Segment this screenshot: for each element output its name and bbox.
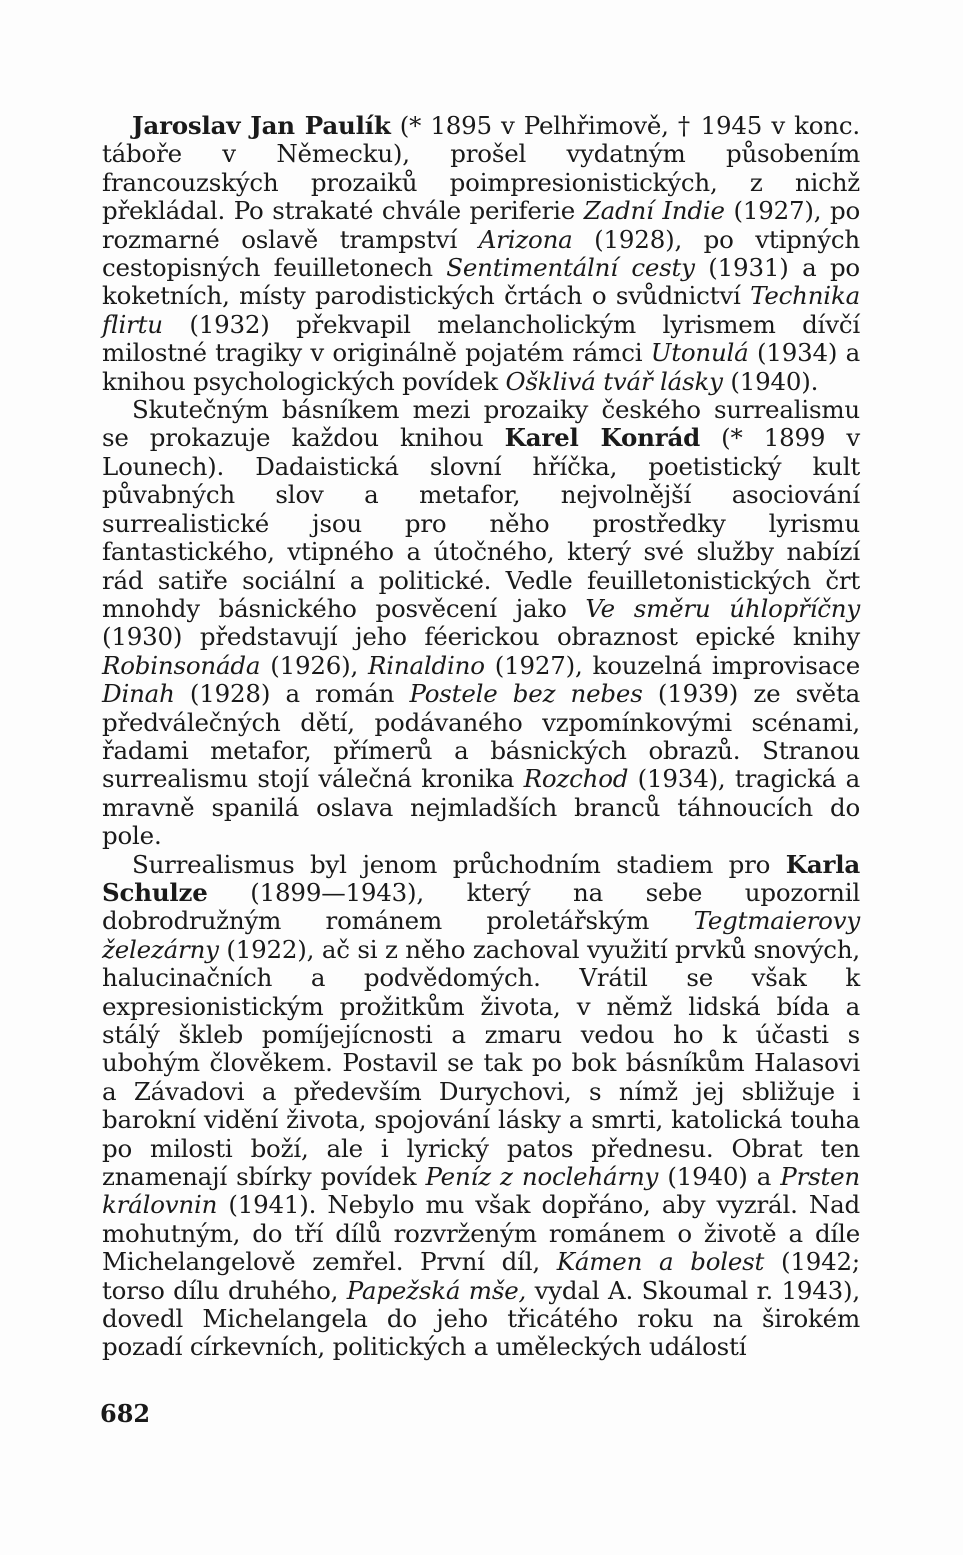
work-title: Sentimentální cesty — [446, 253, 695, 283]
text-run: (1927), kouzelná improvisace — [484, 650, 860, 680]
work-title: Tegtmaierovy železárny — [102, 906, 860, 964]
work-title: Prsten královnin — [102, 1162, 860, 1220]
author-name: Jaroslav Jan Paulík — [132, 111, 391, 140]
text-run: (1928), po vtipných cestopisných feuilletonech — [102, 224, 860, 283]
work-title: Papežská mše, — [346, 1275, 527, 1305]
work-title: Arizona — [478, 224, 573, 254]
text-run: (1934), tragická a mravně spanilá oslava nejmladších branců táhnoucích do pole. — [102, 764, 860, 851]
text-run: (1939) ze světa předválečných dětí, podávaného vzpomínkovými scénami, řadami metafor, přímerů a básnických obrazů. Stranou surrealismu stojí válečná kronika — [102, 679, 861, 794]
paragraph-paulik — [102, 112, 860, 396]
text-run: (1940) a — [658, 1162, 781, 1192]
work-title: Zadní Indie — [583, 196, 725, 226]
work-title: Dinah — [102, 679, 175, 709]
page-number: 682 — [100, 1399, 151, 1428]
work-title: Rinaldino — [368, 650, 485, 680]
text-run: (1934) a knihou psychologických povídek — [102, 338, 860, 396]
text-run: (1928) a román — [174, 679, 410, 709]
paragraph-konrad — [102, 396, 860, 851]
text-run: (1940). — [722, 366, 819, 396]
text-run: (1941). Nebylo mu však dopřáno, aby vyzrál. Nad mohutným, do tří dílů rozvrženým románem o životě a díle Michelangelově zemřel. První díl, — [102, 1190, 860, 1277]
text-run: (1930) představují jeho féerickou obraznost epické knihy — [102, 622, 860, 652]
paragraph-schulz — [102, 851, 860, 1362]
work-title: Peníz z noclehárny — [425, 1162, 659, 1192]
work-title: Robinsonáda — [102, 650, 261, 680]
text-run: (* 1899 v Lounech). Dadaistická slovní hříčka, poetistický kult půvabných slov a metafor, nejvolnější asociování surrealistické jsou pro něho prostředky lyrismu fantastického, vtipného a útočného, který své služby nabízí rád satiře sociální a politické. Vedle feuilletonistických črt mnohdy básnického posvěcení jako — [102, 423, 860, 623]
text-run: (* 1895 v Pelhřimově, † 1945 v konc. táboře v Německu), prošel vydatným působením francouzských prozaiků poimpresionistických, z nichž překládal. Po strakaté chvále periferie — [102, 111, 860, 226]
work-title: Kámen a bolest — [556, 1247, 765, 1277]
text-run: vydal A. Skoumal r. 1943), dovedl Michelangela do jeho třicátého roku na širokém pozadí církevních, politických a uměleckých událostí — [102, 1275, 860, 1362]
text-run: (1942; torso dílu druhého, — [102, 1247, 860, 1305]
author-name: Karel Konrád — [504, 423, 701, 453]
work-title: Ve směru úhlopříčny — [585, 593, 861, 623]
text-run: (1926), — [260, 650, 369, 680]
work-title: Ošklivá tvář lásky — [505, 366, 723, 396]
work-title: Technika flirtu — [102, 281, 860, 339]
text-run: Skutečným básníkem mezi prozaiky českého surrealismu se prokazuje každou knihou — [102, 395, 860, 453]
work-title: Postele bez nebes — [409, 679, 643, 709]
author-name: Karla Schulze — [102, 849, 860, 907]
text-run: (1932) překvapil melancholickým lyrismem dívčí milostné tragiky v originálně pojatém rámci — [102, 309, 860, 368]
text-run: (1899—1943), který na sebe upozornil dobrodružným románem proletářským — [102, 877, 860, 936]
text-run: (1922), ač si z něho zachoval využití prvků snových, halucinačních a podvědomých. Vrátil se však k expresionistickým prožitkům života, v němž lidská bída a stálý škleb pomíjejícnosti a zmaru vedou ho k účasti s ubohým člověkem. Postavil se tak po bok básníkům Halasovi a Závadovi a především Durychovi, s nímž jej sbližuje i barokní vidění života, spojování lásky a smrti, katolická touha po milosti boží, ale i lyrický patos přednesu. Obrat ten znamenají sbírky povídek — [102, 934, 860, 1192]
text-run: (1927), po rozmarné oslavě trampství — [102, 196, 860, 254]
work-title: Utonulá — [650, 338, 749, 368]
body-text — [102, 112, 860, 1362]
text-run: (1931) a po koketních, místy parodistických črtách o svůdnictví — [102, 253, 860, 311]
text-run: Surrealismus byl jenom průchodním stadiem pro — [132, 849, 786, 879]
work-title: Rozchod — [523, 764, 629, 794]
